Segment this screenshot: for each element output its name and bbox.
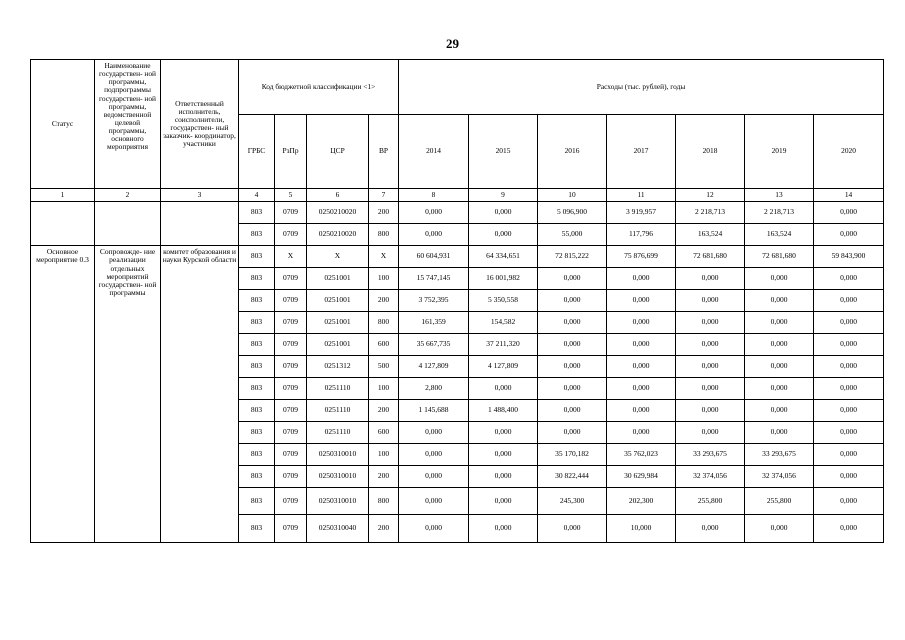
rzpr-cell: 0709 bbox=[275, 515, 307, 543]
amount-cell: 32 374,056 bbox=[745, 466, 814, 488]
header-grbs: ГРБС bbox=[239, 115, 275, 189]
amount-cell: 10,000 bbox=[607, 515, 676, 543]
amount-cell: 72 681,680 bbox=[676, 246, 745, 268]
rzpr-cell: 0709 bbox=[275, 444, 307, 466]
column-number: 5 bbox=[275, 189, 307, 202]
header-program-name: Наименование государствен- ной программы, подпрограммы государствен- ной программы, ведомственной целевой программы, основного мероприятия bbox=[95, 60, 161, 189]
amount-cell: 4 127,809 bbox=[399, 356, 469, 378]
amount-cell: 202,300 bbox=[607, 488, 676, 515]
vr-cell: 800 bbox=[369, 312, 399, 334]
vr-cell: 200 bbox=[369, 202, 399, 224]
header-rzpr: РзПр bbox=[275, 115, 307, 189]
amount-cell: 0,000 bbox=[745, 268, 814, 290]
column-number: 2 bbox=[95, 189, 161, 202]
amount-cell: 59 843,900 bbox=[814, 246, 884, 268]
amount-cell: 5 350,558 bbox=[469, 290, 538, 312]
amount-cell: 0,000 bbox=[745, 378, 814, 400]
amount-cell: 163,524 bbox=[745, 224, 814, 246]
amount-cell: 0,000 bbox=[469, 422, 538, 444]
csr-cell: 0251001 bbox=[307, 290, 369, 312]
header-row bbox=[31, 60, 884, 115]
grbs-cell: 803 bbox=[239, 515, 275, 543]
amount-cell: 0,000 bbox=[399, 444, 469, 466]
amount-cell: 0,000 bbox=[469, 488, 538, 515]
grbs-cell: 803 bbox=[239, 334, 275, 356]
amount-cell: 255,800 bbox=[676, 488, 745, 515]
grbs-cell: 803 bbox=[239, 356, 275, 378]
amount-cell: 0,000 bbox=[676, 312, 745, 334]
amount-cell: 0,000 bbox=[538, 268, 607, 290]
rzpr-cell: 0709 bbox=[275, 378, 307, 400]
amount-cell: 0,000 bbox=[814, 422, 884, 444]
amount-cell: 0,000 bbox=[814, 466, 884, 488]
grbs-cell: 803 bbox=[239, 378, 275, 400]
csr-cell: 0250210020 bbox=[307, 202, 369, 224]
amount-cell: 0,000 bbox=[538, 515, 607, 543]
amount-cell: 0,000 bbox=[607, 356, 676, 378]
amount-cell: 0,000 bbox=[538, 378, 607, 400]
amount-cell: 0,000 bbox=[814, 515, 884, 543]
rzpr-cell: 0709 bbox=[275, 400, 307, 422]
grbs-cell: 803 bbox=[239, 444, 275, 466]
amount-cell: 64 334,651 bbox=[469, 246, 538, 268]
amount-cell: 0,000 bbox=[745, 290, 814, 312]
amount-cell: 0,000 bbox=[745, 400, 814, 422]
executor-cell bbox=[161, 202, 239, 246]
amount-cell: 0,000 bbox=[814, 290, 884, 312]
csr-cell: 0251110 bbox=[307, 378, 369, 400]
vr-cell: 200 bbox=[369, 466, 399, 488]
grbs-cell: 803 bbox=[239, 246, 275, 268]
amount-cell: 0,000 bbox=[745, 356, 814, 378]
status-cell: Основное мероприятие 0.3 bbox=[31, 246, 95, 543]
amount-cell: 0,000 bbox=[607, 378, 676, 400]
amount-cell: 60 604,931 bbox=[399, 246, 469, 268]
amount-cell: 5 096,900 bbox=[538, 202, 607, 224]
amount-cell: 245,300 bbox=[538, 488, 607, 515]
column-number: 1 bbox=[31, 189, 95, 202]
header-expenses: Расходы (тыс. рублей), годы bbox=[399, 60, 884, 115]
header-vr: ВР bbox=[369, 115, 399, 189]
table-row bbox=[31, 246, 884, 268]
amount-cell: 0,000 bbox=[814, 334, 884, 356]
vr-cell: 500 bbox=[369, 356, 399, 378]
amount-cell: 0,000 bbox=[676, 356, 745, 378]
csr-cell: X bbox=[307, 246, 369, 268]
amount-cell: 0,000 bbox=[399, 224, 469, 246]
amount-cell: 0,000 bbox=[814, 400, 884, 422]
vr-cell: 600 bbox=[369, 334, 399, 356]
grbs-cell: 803 bbox=[239, 202, 275, 224]
vr-cell: 600 bbox=[369, 422, 399, 444]
amount-cell: 0,000 bbox=[538, 290, 607, 312]
vr-cell: 800 bbox=[369, 488, 399, 515]
amount-cell: 0,000 bbox=[676, 422, 745, 444]
amount-cell: 154,582 bbox=[469, 312, 538, 334]
csr-cell: 0251001 bbox=[307, 312, 369, 334]
rzpr-cell: 0709 bbox=[275, 422, 307, 444]
amount-cell: 0,000 bbox=[814, 268, 884, 290]
vr-cell: 100 bbox=[369, 378, 399, 400]
rzpr-cell: 0709 bbox=[275, 268, 307, 290]
page-number: 29 bbox=[446, 36, 459, 51]
column-number: 9 bbox=[469, 189, 538, 202]
csr-cell: 0250310010 bbox=[307, 466, 369, 488]
amount-cell: 15 747,145 bbox=[399, 268, 469, 290]
amount-cell: 0,000 bbox=[538, 422, 607, 444]
amount-cell: 0,000 bbox=[469, 515, 538, 543]
csr-cell: 0251001 bbox=[307, 334, 369, 356]
csr-cell: 0251110 bbox=[307, 422, 369, 444]
header-executor: Ответственный исполнитель, соисполнители, государствен- ный заказчик- координатор, участники bbox=[161, 60, 239, 189]
column-number: 13 bbox=[745, 189, 814, 202]
amount-cell: 0,000 bbox=[745, 422, 814, 444]
csr-cell: 0250210020 bbox=[307, 224, 369, 246]
amount-cell: 0,000 bbox=[469, 378, 538, 400]
amount-cell: 0,000 bbox=[538, 334, 607, 356]
amount-cell: 161,359 bbox=[399, 312, 469, 334]
vr-cell: 100 bbox=[369, 444, 399, 466]
amount-cell: 35 170,182 bbox=[538, 444, 607, 466]
csr-cell: 0250310010 bbox=[307, 444, 369, 466]
amount-cell: 0,000 bbox=[607, 268, 676, 290]
amount-cell: 0,000 bbox=[676, 400, 745, 422]
header-year: 2015 bbox=[469, 115, 538, 189]
amount-cell: 0,000 bbox=[469, 444, 538, 466]
amount-cell: 0,000 bbox=[399, 515, 469, 543]
amount-cell: 0,000 bbox=[814, 444, 884, 466]
budget-table bbox=[30, 59, 884, 543]
amount-cell: 35 762,023 bbox=[607, 444, 676, 466]
column-number: 10 bbox=[538, 189, 607, 202]
amount-cell: 0,000 bbox=[538, 400, 607, 422]
header-year: 2016 bbox=[538, 115, 607, 189]
rzpr-cell: 0709 bbox=[275, 224, 307, 246]
amount-cell: 37 211,320 bbox=[469, 334, 538, 356]
amount-cell: 0,000 bbox=[607, 290, 676, 312]
grbs-cell: 803 bbox=[239, 488, 275, 515]
grbs-cell: 803 bbox=[239, 290, 275, 312]
rzpr-cell: 0709 bbox=[275, 312, 307, 334]
table-row bbox=[31, 202, 884, 224]
amount-cell: 0,000 bbox=[745, 312, 814, 334]
csr-cell: 0250310010 bbox=[307, 488, 369, 515]
amount-cell: 0,000 bbox=[676, 378, 745, 400]
amount-cell: 30 629,984 bbox=[607, 466, 676, 488]
csr-cell: 0251312 bbox=[307, 356, 369, 378]
csr-cell: 0251110 bbox=[307, 400, 369, 422]
amount-cell: 0,000 bbox=[814, 202, 884, 224]
amount-cell: 32 374,056 bbox=[676, 466, 745, 488]
column-number: 6 bbox=[307, 189, 369, 202]
amount-cell: 72 815,222 bbox=[538, 246, 607, 268]
grbs-cell: 803 bbox=[239, 312, 275, 334]
header-year: 2019 bbox=[745, 115, 814, 189]
rzpr-cell: 0709 bbox=[275, 488, 307, 515]
rzpr-cell: 0709 bbox=[275, 356, 307, 378]
rzpr-cell: 0709 bbox=[275, 466, 307, 488]
column-numbers-row bbox=[31, 189, 884, 202]
vr-cell: 200 bbox=[369, 400, 399, 422]
grbs-cell: 803 bbox=[239, 466, 275, 488]
amount-cell: 0,000 bbox=[469, 224, 538, 246]
amount-cell: 255,800 bbox=[745, 488, 814, 515]
vr-cell: 200 bbox=[369, 515, 399, 543]
executor-cell: комитет образования и науки Курской области bbox=[161, 246, 239, 543]
grbs-cell: 803 bbox=[239, 224, 275, 246]
column-number: 14 bbox=[814, 189, 884, 202]
amount-cell: 3 919,957 bbox=[607, 202, 676, 224]
amount-cell: 35 667,735 bbox=[399, 334, 469, 356]
column-number: 4 bbox=[239, 189, 275, 202]
amount-cell: 0,000 bbox=[607, 334, 676, 356]
amount-cell: 0,000 bbox=[469, 202, 538, 224]
amount-cell: 16 001,982 bbox=[469, 268, 538, 290]
amount-cell: 0,000 bbox=[399, 466, 469, 488]
amount-cell: 0,000 bbox=[814, 312, 884, 334]
amount-cell: 0,000 bbox=[399, 202, 469, 224]
status-cell bbox=[31, 202, 95, 246]
csr-cell: 0251001 bbox=[307, 268, 369, 290]
column-number: 3 bbox=[161, 189, 239, 202]
amount-cell: 0,000 bbox=[814, 488, 884, 515]
amount-cell: 2 218,713 bbox=[676, 202, 745, 224]
column-number: 12 bbox=[676, 189, 745, 202]
amount-cell: 0,000 bbox=[538, 312, 607, 334]
amount-cell: 0,000 bbox=[676, 290, 745, 312]
amount-cell: 33 293,675 bbox=[745, 444, 814, 466]
amount-cell: 1 145,688 bbox=[399, 400, 469, 422]
column-number: 8 bbox=[399, 189, 469, 202]
vr-cell: 800 bbox=[369, 224, 399, 246]
grbs-cell: 803 bbox=[239, 422, 275, 444]
header-year: 2014 bbox=[399, 115, 469, 189]
program-name-cell bbox=[95, 202, 161, 246]
header-status: Статус bbox=[31, 60, 95, 189]
amount-cell: 0,000 bbox=[676, 334, 745, 356]
amount-cell: 2,800 bbox=[399, 378, 469, 400]
amount-cell: 0,000 bbox=[399, 488, 469, 515]
rzpr-cell: 0709 bbox=[275, 202, 307, 224]
grbs-cell: 803 bbox=[239, 268, 275, 290]
amount-cell: 0,000 bbox=[399, 422, 469, 444]
rzpr-cell: X bbox=[275, 246, 307, 268]
amount-cell: 0,000 bbox=[745, 515, 814, 543]
amount-cell: 30 822,444 bbox=[538, 466, 607, 488]
amount-cell: 33 293,675 bbox=[676, 444, 745, 466]
header-csr: ЦСР bbox=[307, 115, 369, 189]
column-number: 7 bbox=[369, 189, 399, 202]
amount-cell: 0,000 bbox=[469, 466, 538, 488]
vr-cell: X bbox=[369, 246, 399, 268]
amount-cell: 0,000 bbox=[814, 378, 884, 400]
amount-cell: 3 752,395 bbox=[399, 290, 469, 312]
amount-cell: 0,000 bbox=[676, 515, 745, 543]
rzpr-cell: 0709 bbox=[275, 334, 307, 356]
amount-cell: 4 127,809 bbox=[469, 356, 538, 378]
amount-cell: 1 488,400 bbox=[469, 400, 538, 422]
program-name-cell: Сопровожде- ние реализации отдельных мероприятий государствен- ной программы bbox=[95, 246, 161, 543]
csr-cell: 0250310040 bbox=[307, 515, 369, 543]
amount-cell: 0,000 bbox=[745, 334, 814, 356]
amount-cell: 0,000 bbox=[607, 400, 676, 422]
amount-cell: 0,000 bbox=[538, 356, 607, 378]
header-year: 2020 bbox=[814, 115, 884, 189]
amount-cell: 0,000 bbox=[814, 356, 884, 378]
amount-cell: 0,000 bbox=[814, 224, 884, 246]
amount-cell: 163,524 bbox=[676, 224, 745, 246]
column-number: 11 bbox=[607, 189, 676, 202]
vr-cell: 200 bbox=[369, 290, 399, 312]
header-budget-code: Код бюджетной классификации <1> bbox=[239, 60, 399, 115]
amount-cell: 72 681,680 bbox=[745, 246, 814, 268]
amount-cell: 75 876,699 bbox=[607, 246, 676, 268]
header-year: 2017 bbox=[607, 115, 676, 189]
amount-cell: 117,796 bbox=[607, 224, 676, 246]
amount-cell: 0,000 bbox=[607, 312, 676, 334]
header-year: 2018 bbox=[676, 115, 745, 189]
grbs-cell: 803 bbox=[239, 400, 275, 422]
rzpr-cell: 0709 bbox=[275, 290, 307, 312]
amount-cell: 0,000 bbox=[676, 268, 745, 290]
vr-cell: 100 bbox=[369, 268, 399, 290]
amount-cell: 2 218,713 bbox=[745, 202, 814, 224]
amount-cell: 0,000 bbox=[607, 422, 676, 444]
amount-cell: 55,000 bbox=[538, 224, 607, 246]
